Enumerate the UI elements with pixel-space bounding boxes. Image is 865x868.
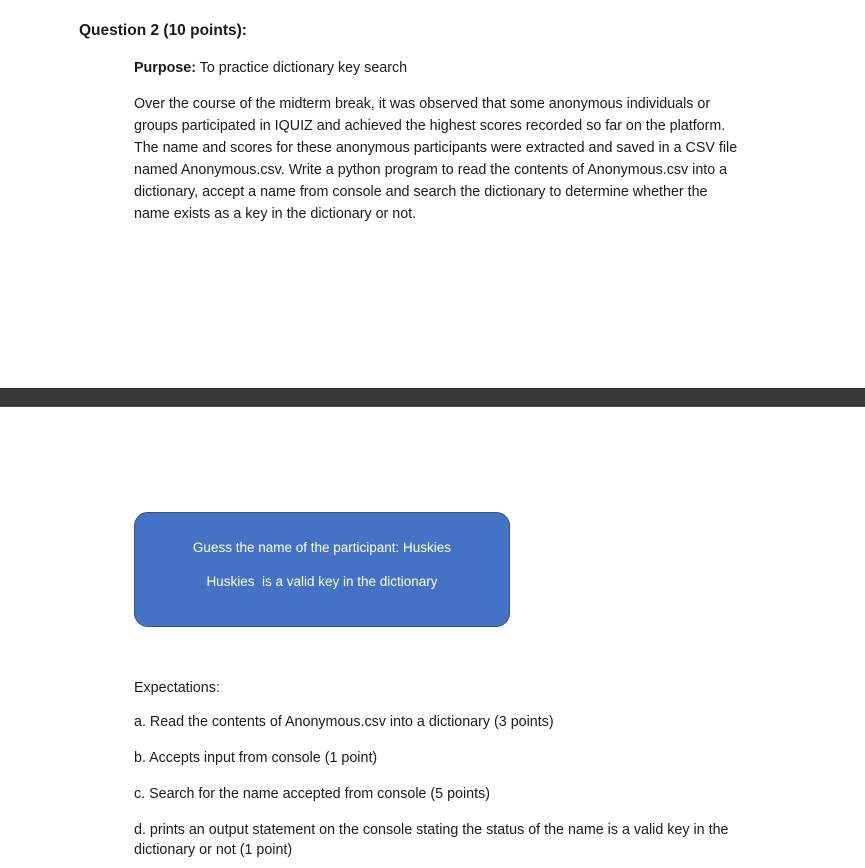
- expectations-section: [134, 680, 824, 860]
- description-line: named Anonymous.csv. Write a python program to read the contents of Anonymous.csv into a: [134, 162, 728, 178]
- question-title: Question 2 (10 points):: [79, 22, 247, 39]
- expectation-item: [134, 748, 824, 768]
- description-line: dictionary, accept a name from console and search the dictionary to determine whether the: [134, 184, 708, 200]
- expectation-line: a. Read the contents of Anonymous.csv into a dictionary (3 points): [134, 714, 554, 730]
- expectation-item: [134, 784, 824, 804]
- problem-description: [134, 93, 814, 225]
- purpose-statement: [134, 60, 407, 76]
- sample-console-output: [134, 512, 510, 627]
- description-line: Over the course of the midterm break, it was observed that some anonymous individuals or: [134, 96, 711, 112]
- purpose-label: Purpose:: [134, 60, 196, 76]
- expectations-heading: Expectations:: [134, 680, 220, 696]
- expectation-item: [134, 712, 824, 732]
- page-divider: [0, 388, 865, 407]
- console-prompt-line: Guess the name of the participant: Huskies: [192, 540, 452, 555]
- console-result-line: Huskies is a valid key in the dictionary: [206, 574, 438, 589]
- description-line: groups participated in IQUIZ and achieved the highest scores recorded so far on the platform.: [134, 118, 726, 134]
- purpose-text: To practice dictionary key search: [195, 60, 408, 76]
- expectation-line: d. prints an output statement on the console stating the status of the name is a valid key in the: [134, 822, 729, 838]
- description-line: The name and scores for these anonymous participants were extracted and saved in a CSV file: [134, 140, 738, 156]
- description-line: name exists as a key in the dictionary or not.: [134, 206, 417, 222]
- expectation-line: c. Search for the name accepted from console (5 points): [134, 786, 491, 802]
- expectation-item: [134, 820, 824, 860]
- expectation-line: b. Accepts input from console (1 point): [134, 750, 378, 766]
- expectation-line: dictionary or not (1 point): [134, 842, 293, 858]
- expectations-list: [134, 712, 824, 860]
